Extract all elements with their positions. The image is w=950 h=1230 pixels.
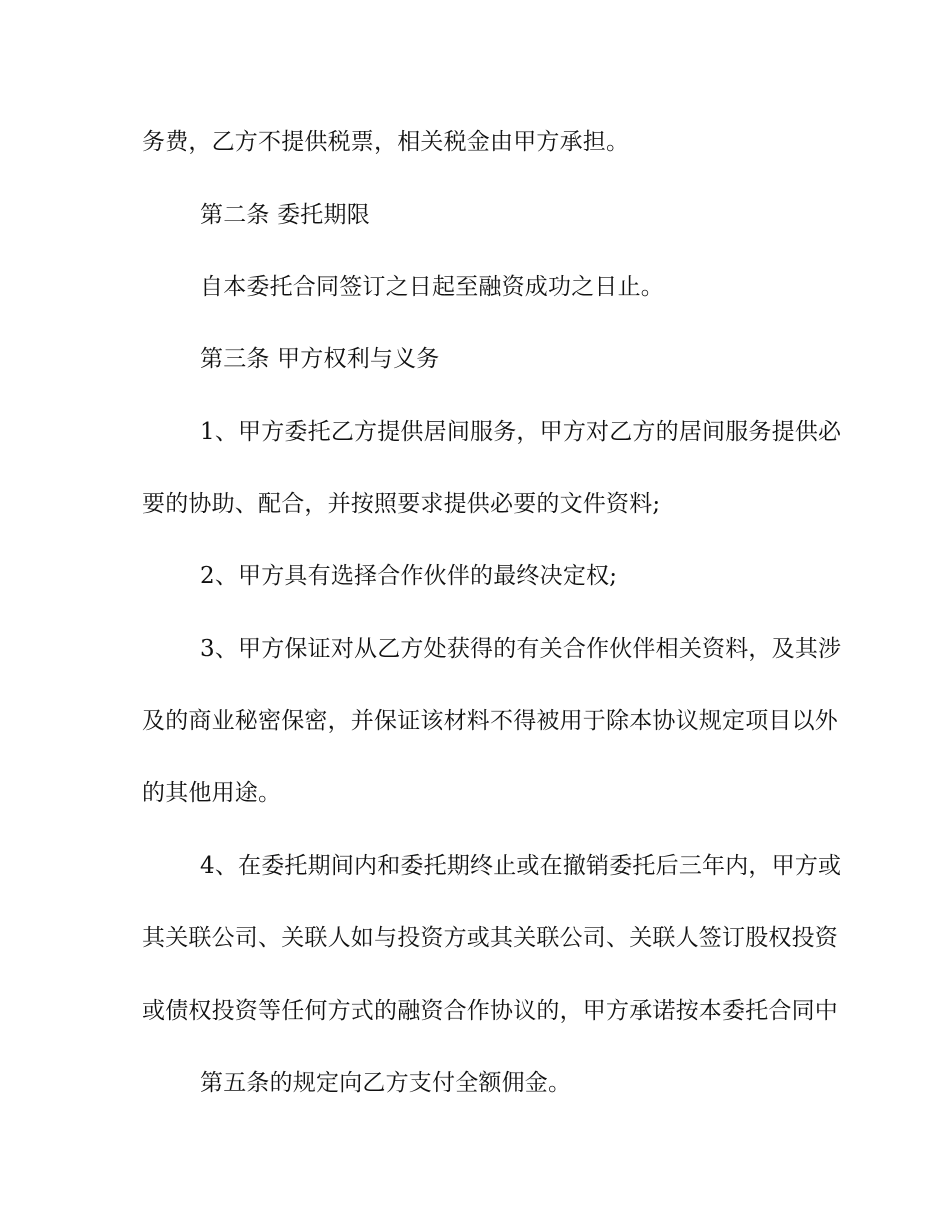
section-heading-article-3: 第三条 甲方权利与义务	[200, 346, 440, 372]
list-item-3-line-2: 及的商业秘密保密，并保证该材料不得被用于除本协议规定项目以外	[142, 708, 838, 734]
list-item-4-line-1: 4、在委托期间内和委托期终止或在撤销委托后三年内，甲方或	[200, 853, 842, 879]
paragraph-line-3: 自本委托合同签订之日起至融资成功之日止。	[200, 274, 664, 300]
paragraph-line-1: 务费，乙方不提供税票，相关税金由甲方承担。	[142, 129, 630, 155]
list-item-3-line-3: 的其他用途。	[142, 780, 282, 806]
section-heading-article-2: 第二条 委托期限	[200, 202, 370, 228]
list-item-4-line-2: 其关联公司、关联人如与投资方或其关联公司、关联人签订股权投资	[142, 925, 838, 951]
list-item-1-line-1: 1、甲方委托乙方提供居间服务，甲方对乙方的居间服务提供必	[200, 419, 842, 445]
list-item-4-line-4: 第五条的规定向乙方支付全额佣金。	[200, 1070, 572, 1096]
list-item-1-line-2: 要的协助、配合，并按照要求提供必要的文件资料;	[142, 491, 661, 517]
list-item-3-line-1: 3、甲方保证对从乙方处获得的有关合作伙伴相关资料，及其涉	[200, 636, 842, 662]
list-item-4-line-3: 或债权投资等任何方式的融资合作协议的，甲方承诺按本委托合同中	[142, 998, 838, 1024]
list-item-2: 2、甲方具有选择合作伙伴的最终决定权;	[200, 563, 618, 589]
